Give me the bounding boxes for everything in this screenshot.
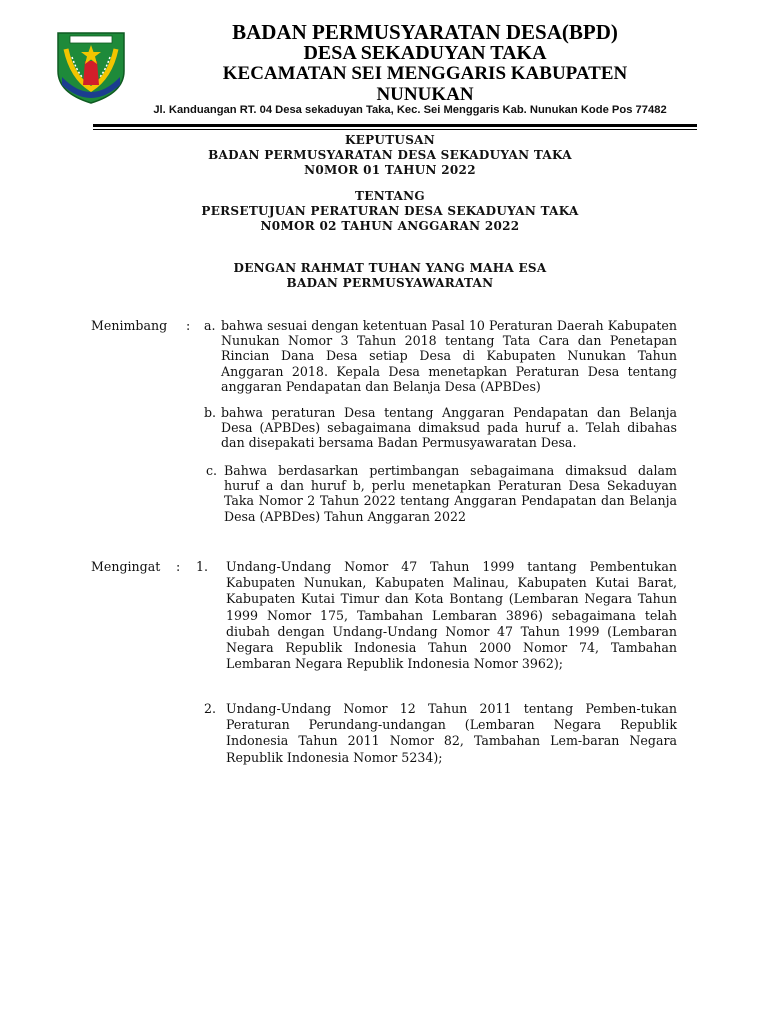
decision-number: N0MOR 01 TAHUN 2022 (304, 163, 476, 177)
menimbang-item-a-text: bahwa sesuai dengan ketentuan Pasal 10 Peraturan Daerah Kabupaten Nunukan Nomor 3 Tahun 2018 tentang Tata Cara dan Penetapan Rincian Dana Desa setiap Desa di Kabupaten Nunukan Tahun Anggaran 2018. Kepala Desa menetapkan Peraturan Desa tentang anggaran Pendapatan dan Belanja Desa (APBDes) (221, 318, 677, 394)
menimbang-item-c-marker: c. (206, 463, 218, 478)
menimbang-label: Menimbang (91, 318, 168, 333)
institution-name: BADAN PERMUSYARATAN DESA(BPD) (232, 20, 618, 44)
letterhead (0, 0, 768, 130)
invocation (100, 261, 680, 291)
mengingat-item-1-text: Undang-Undang Nomor 47 Tahun 1999 tantang Pembentukan Kabupaten Nunukan, Kabupaten Malinau, Kabupaten Kutai Barat, Kabupaten Kutai Timur dan Kota Bontang (Lembaran Negara Tahun 1999 Nomor 175, Tambahan Lembaran 3896) sebagaimana telah diubah dengan Undang-Undang Nomor 47 Tahun 1999 (Lembaran Negara Republik Indonesia Tahun 2000 Nomor 74, Tambahan Lembaran Negara Republik Indonesia Nomor 3962); (226, 559, 677, 672)
menimbang-item-a-marker: a. (204, 318, 216, 333)
subject-title: PERSETUJUAN PERATURAN DESA SEKADUYAN TAKA (201, 204, 579, 218)
letterhead-divider-thin (93, 129, 697, 130)
mengingat-colon: : (176, 559, 181, 574)
decision-title (100, 133, 680, 178)
menimbang-colon: : (186, 318, 191, 333)
village-name: DESA SEKADUYAN TAKA (303, 42, 547, 64)
mengingat-label: Mengingat (91, 559, 161, 574)
invocation-line-2: BADAN PERMUSYAWARATAN (286, 276, 494, 290)
menimbang-item-b-marker: b. (204, 405, 217, 420)
subject-heading: TENTANG (355, 189, 425, 203)
invocation-line-1: DENGAN RAHMAT TUHAN YANG MAHA ESA (233, 261, 547, 275)
mengingat-item-1-marker: 1. (196, 559, 209, 574)
menimbang-item-b-text: bahwa peraturan Desa tentang Anggaran Pendapatan dan Belanja Desa (APBDes) sebagaimana dimaksud pada huruf a. Telah dibahas dan disepakati bersama Badan Permusyawaratan Desa. (221, 405, 677, 451)
decision-issuer: BADAN PERMUSYARATAN DESA SEKADUYAN TAKA (208, 148, 572, 162)
subject-number: N0MOR 02 TAHUN ANGGARAN 2022 (260, 219, 520, 233)
office-address: Jl. Kanduangan RT. 04 Desa sekaduyan Taka, Kec. Sei Menggaris Kab. Nunukan Kode Pos 77482 (153, 104, 667, 116)
district-name: KECAMATAN SEI MENGGARIS KABUPATEN (222, 63, 628, 84)
decision-subject (100, 189, 680, 234)
decision-heading: KEPUTUSAN (344, 133, 436, 147)
mengingat-item-2-text: Undang-Undang Nomor 12 Tahun 2011 tentang Pemben-tukan Peraturan Perundang-undangan (Lembaran Negara Republik Indonesia Tahun 2011 Nomor 82, Tambahan Lem-baran Negara Republik Indonesia Nomor 5234); (226, 701, 677, 765)
menimbang-item-c-text: Bahwa berdasarkan pertimbangan sebagaimana dimaksud dalam huruf a dan huruf b, perlu menetapkan Peraturan Desa Sekaduyan Taka Nomor 2 Tahun 2022 tentang Anggaran Pendapatan dan Belanja Desa (APBDes) Tahun Anggaran 2022 (224, 463, 677, 524)
letterhead-divider-thick (93, 124, 697, 127)
regency-name: NUNUKAN (376, 84, 474, 105)
mengingat-item-2-marker: 2. (204, 701, 217, 716)
